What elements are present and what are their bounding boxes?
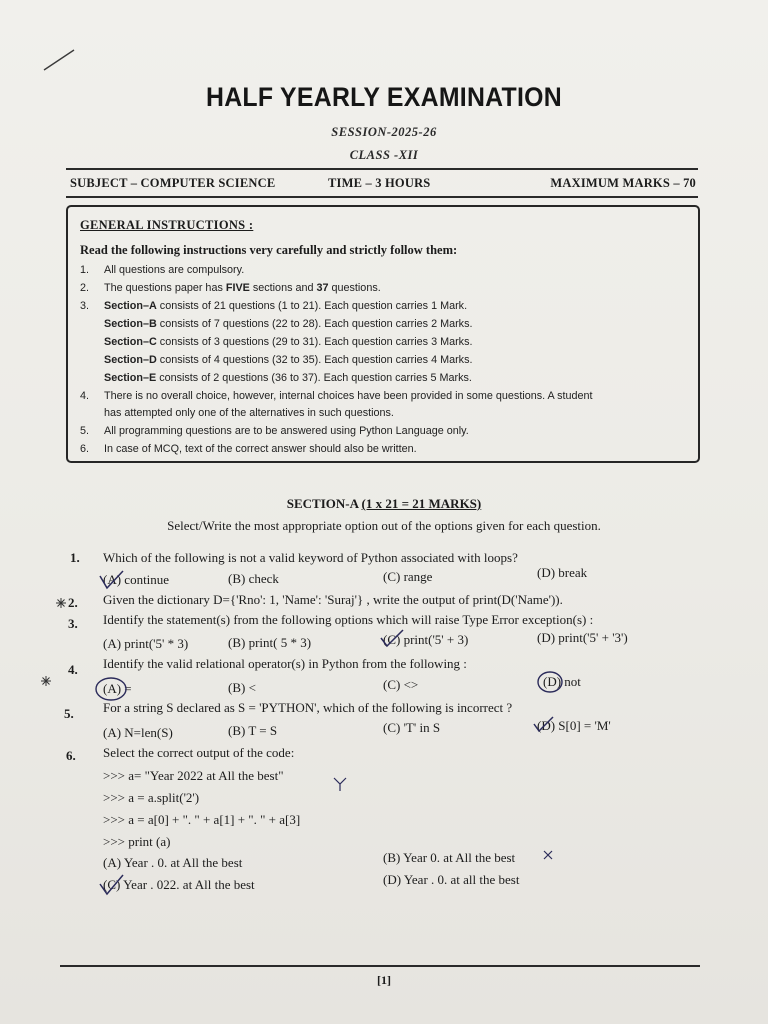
question-number: 6. <box>66 748 76 763</box>
option-c: (C) <> <box>383 677 419 692</box>
y-scribble-mark <box>332 776 348 792</box>
question-number: 5. <box>64 706 74 721</box>
page-number: [1] <box>377 973 391 987</box>
tick-mark-q5 <box>531 714 557 736</box>
option-d: (D) S[0] = 'M' <box>537 718 611 733</box>
header-meta-row <box>70 176 696 194</box>
tick-mark-q1 <box>97 568 127 592</box>
session-text: SESSION-2025-26 <box>331 125 437 139</box>
exam-title: HALF YEARLY EXAMINATION <box>205 82 562 112</box>
code-line: >>> print (a) <box>103 834 171 849</box>
question-text: Given the dictionary D={'Rno': 1, 'Name': 'Suraj'} , write the output of print(D('Name')). <box>103 592 563 607</box>
question-number: 1. <box>70 550 80 565</box>
instruction-item: 3. Section–A consists of 21 questions (1 to 21). Each question carries 1 Mark. <box>80 300 468 312</box>
question-number: 2. <box>68 595 78 610</box>
instruction-item: has attempted only one of the alternatives in such questions. <box>104 407 394 419</box>
instruction-item: Section–C consists of 3 questions (29 to 31). Each question carries 3 Marks. <box>104 336 473 348</box>
option-c: (C) 'T' in S <box>383 720 441 735</box>
instruction-item: 6. In case of MCQ, text of the correct answer should also be written. <box>80 443 417 455</box>
code-line: >>> a = a[0] + ". " + a[1] + ". " + a[3] <box>103 812 301 827</box>
tick-mark-q6 <box>97 872 127 898</box>
option-c: (C) Year . 022. at All the best <box>103 877 255 892</box>
star-mark-q4 <box>40 675 52 687</box>
header-rule-bottom <box>66 196 698 198</box>
instructions-intro: Read the following instructions very carefully and strictly follow them: <box>80 243 458 257</box>
option-a: (A) Year . 0. at All the best <box>103 855 243 870</box>
option-b: (B) check <box>228 571 279 586</box>
question-text: Identify the valid relational operator(s) in Python from the following : <box>103 656 467 671</box>
question-number: 3. <box>68 616 78 631</box>
circle-mark-q4a <box>94 676 128 702</box>
header-rule-top <box>66 168 698 170</box>
option-a: (A) continue <box>103 572 170 587</box>
pen-scribble-mark <box>40 44 80 74</box>
option-b: (B) print( 5 * 3) <box>228 635 312 650</box>
general-instructions-box <box>66 205 700 463</box>
instruction-item: 2. The questions paper has FIVE sections and 37 questions. <box>80 282 381 294</box>
option-a: (A) = <box>103 681 132 696</box>
circle-mark-q4d <box>536 670 564 694</box>
instruction-item: Section–B consists of 7 questions (22 to 28). Each question carries 2 Marks. <box>104 318 473 330</box>
option-c: (C) range <box>383 569 433 584</box>
option-d: (D) print('5' + '3') <box>537 630 628 645</box>
option-d: (D) not <box>543 674 581 689</box>
option-b: (B) < <box>228 680 256 695</box>
subject-text: SUBJECT – COMPUTER SCIENCE <box>70 176 276 190</box>
question-text: For a string S declared as S = 'PYTHON', which of the following is incorrect ? <box>103 700 513 715</box>
instruction-item: 4. There is no overall choice, however, internal choices have been provided in some questions. A student <box>80 390 593 402</box>
option-b: (B) Year 0. at All the best <box>383 850 516 865</box>
instruction-item: 5. All programming questions are to be answered using Python Language only. <box>80 425 469 437</box>
option-b: (B) T = S <box>228 723 278 738</box>
footer-rule <box>60 965 700 967</box>
option-a: (A) N=len(S) <box>103 725 173 740</box>
section-a-subtitle: Select/Write the most appropriate option out of the options given for each question. <box>167 518 601 533</box>
class-text: CLASS -XII <box>349 148 419 162</box>
question-text: Identify the statement(s) from the following options which will raise Type Error exception(s) : <box>103 612 594 627</box>
star-mark-q2 <box>55 597 67 609</box>
section-a-title: SECTION-A (1 x 21 = 21 MARKS) <box>286 496 482 511</box>
option-d: (D) break <box>537 565 588 580</box>
option-c: (C) print('5' + 3) <box>383 632 469 647</box>
tick-mark-q3 <box>378 628 408 650</box>
question-number: 4. <box>68 662 78 677</box>
code-line: >>> a = a.split('2') <box>103 790 200 805</box>
instruction-item: Section–E consists of 2 questions (36 to 37). Each question carries 5 Marks. <box>104 372 472 384</box>
option-d: (D) Year . 0. at all the best <box>383 872 520 887</box>
max-marks-text: MAXIMUM MARKS – 70 <box>550 176 696 190</box>
instruction-item: Section–D consists of 4 questions (32 to 35). Each question carries 4 Marks. <box>104 354 473 366</box>
question-text: Select the correct output of the code: <box>103 745 295 760</box>
instruction-item: 1. All questions are compulsory. <box>80 264 245 276</box>
option-a: (A) print('5' * 3) <box>103 636 189 651</box>
time-text: TIME – 3 HOURS <box>328 176 431 190</box>
cross-mark-q6b <box>542 849 554 861</box>
instructions-heading: GENERAL INSTRUCTIONS : <box>80 218 254 232</box>
question-text: Which of the following is not a valid keyword of Python associated with loops? <box>103 550 518 565</box>
code-line: >>> a= "Year 2022 at All the best" <box>103 768 284 783</box>
